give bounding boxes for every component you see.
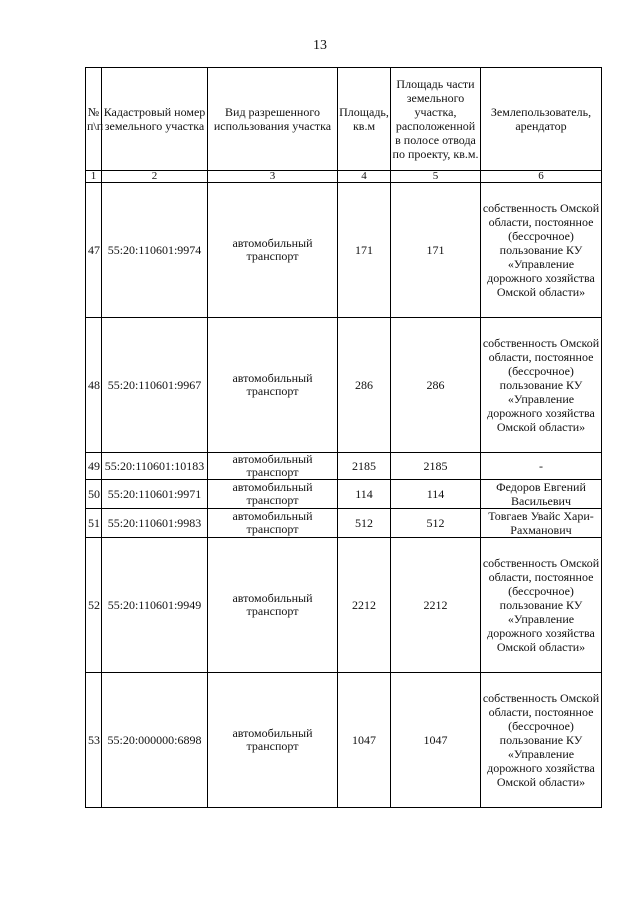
plot-area: 171 xyxy=(338,183,391,318)
plot-area: 2212 xyxy=(338,538,391,673)
land-user: Федоров Евгений Васильевич xyxy=(481,480,602,509)
row-number: 49 xyxy=(86,453,102,480)
permitted-use xyxy=(208,538,338,673)
column-numbers-row xyxy=(86,171,602,183)
cadastral-number: 55:20:110601:9983 xyxy=(102,509,208,538)
plot-area: 512 xyxy=(338,509,391,538)
permitted-use-text: автомобильный транспорт xyxy=(232,591,313,618)
permitted-use-text: автомобильный транспорт xyxy=(232,509,313,536)
header-area: Площадь, кв.м xyxy=(338,68,391,171)
permitted-use xyxy=(208,318,338,453)
column-number: 1 xyxy=(86,171,102,183)
cadastral-number: 55:20:110601:9971 xyxy=(102,480,208,509)
permitted-use xyxy=(208,453,338,480)
row-number: 47 xyxy=(86,183,102,318)
part-area: 286 xyxy=(391,318,481,453)
page-number: 13 xyxy=(313,38,327,53)
cadastral-number: 55:20:110601:9974 xyxy=(102,183,208,318)
column-number: 6 xyxy=(481,171,602,183)
table-row xyxy=(86,673,602,808)
row-number: 52 xyxy=(86,538,102,673)
part-area: 2212 xyxy=(391,538,481,673)
permitted-use xyxy=(208,509,338,538)
header-cadastral: Кадастровый номер земельного участка xyxy=(102,68,208,171)
permitted-use-text: автомобильный транспорт xyxy=(232,726,313,753)
header-part-area: Площадь части земельного участка, расположенной в полосе отвода по проекту, кв.м. xyxy=(391,68,481,171)
plot-area: 1047 xyxy=(338,673,391,808)
land-user: собственность Омской области, постоянное (бессрочное) пользование КУ «Управление дорожного хозяйства Омской области» xyxy=(481,318,602,453)
part-area: 114 xyxy=(391,480,481,509)
row-number: 51 xyxy=(86,509,102,538)
permitted-use-text: автомобильный транспорт xyxy=(232,480,313,507)
table-row xyxy=(86,509,602,538)
part-area: 512 xyxy=(391,509,481,538)
permitted-use xyxy=(208,183,338,318)
table-row xyxy=(86,183,602,318)
table-row xyxy=(86,453,602,480)
land-user: - xyxy=(481,453,602,480)
cadastral-number: 55:20:110601:9967 xyxy=(102,318,208,453)
permitted-use xyxy=(208,673,338,808)
land-user: собственность Омской области, постоянное (бессрочное) пользование КУ «Управление дорожного хозяйства Омской области» xyxy=(481,538,602,673)
land-user: собственность Омской области, постоянное (бессрочное) пользование КУ «Управление дорожного хозяйства Омской области» xyxy=(481,183,602,318)
land-user: Товгаев Увайс Хари-Рахманович xyxy=(481,509,602,538)
table-row xyxy=(86,480,602,509)
permitted-use xyxy=(208,480,338,509)
cadastral-number: 55:20:110601:10183 xyxy=(102,453,208,480)
row-number: 50 xyxy=(86,480,102,509)
plot-area: 2185 xyxy=(338,453,391,480)
header-number: № п\п xyxy=(86,68,102,171)
permitted-use-text: автомобильный транспорт xyxy=(232,371,313,398)
row-number: 53 xyxy=(86,673,102,808)
land-user: собственность Омской области, постоянное (бессрочное) пользование КУ «Управление дорожного хозяйства Омской области» xyxy=(481,673,602,808)
part-area: 1047 xyxy=(391,673,481,808)
header-use: Вид разрешенного использования участка xyxy=(208,68,338,171)
part-area: 2185 xyxy=(391,453,481,480)
plot-area: 286 xyxy=(338,318,391,453)
column-number: 5 xyxy=(391,171,481,183)
column-number: 4 xyxy=(338,171,391,183)
table-row xyxy=(86,538,602,673)
permitted-use-text: автомобильный транспорт xyxy=(232,236,313,263)
part-area: 171 xyxy=(391,183,481,318)
land-plots-table xyxy=(85,67,602,808)
header-row xyxy=(86,68,602,171)
plot-area: 114 xyxy=(338,480,391,509)
table-row xyxy=(86,318,602,453)
column-number: 3 xyxy=(208,171,338,183)
cadastral-number: 55:20:110601:9949 xyxy=(102,538,208,673)
permitted-use-text: автомобильный транспорт xyxy=(232,452,313,479)
cadastral-number: 55:20:000000:6898 xyxy=(102,673,208,808)
column-number: 2 xyxy=(102,171,208,183)
header-user: Землепользователь, арендатор xyxy=(481,68,602,171)
row-number: 48 xyxy=(86,318,102,453)
